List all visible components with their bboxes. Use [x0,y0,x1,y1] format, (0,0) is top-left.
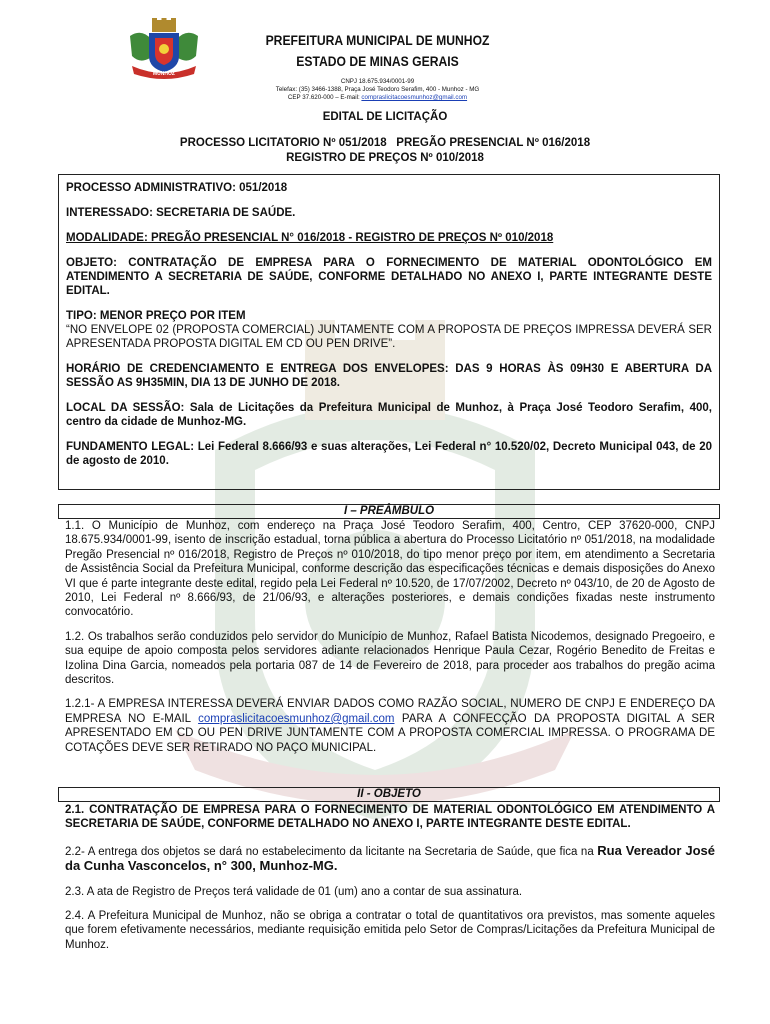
cnpj-line: CNPJ 18.675.934/0001-99 [340,78,415,85]
process-title [0,136,770,166]
paragraph-2-4: 2.4. A Prefeitura Municipal de Munhoz, não se obriga a contratar o total de quantitativos ora previstos, mas somente aqueles que forem efetivamente necessários, mediante requisição emitida pelo Setor de Compras/Licitações da Prefeitura Municipal de Munhoz. [65,910,715,951]
horario: HORÁRIO DE CREDENCIAMENTO E ENTREGA DOS ENVELOPES: DAS 9 HORAS ÀS 09H30 E ABERTURA DA SESSÃO AS 9H35MIN, DIA 13 DE JUNHO DE 2018. [66,363,712,389]
municipal-crest-logo [122,18,206,82]
paragraph-2-3: 2.3. A ata de Registro de Preços terá validade de 01 (um) ano a contar de sua assinatura. [65,885,523,898]
fundamento-legal: FUNDAMENTO LEGAL: Lei Federal 8.666/93 e suas alterações, Lei Federal n° 10.520/02, Decreto Municipal 043, de 20 de agosto de 2010. [66,441,712,467]
cep-line [215,94,540,102]
paragraph-2-2-text: 2.2- A entrega dos objetos se dará no estabelecimento da licitante na Secretaria de Saúde, que fica na [65,845,598,858]
svg-text:MUNHOZ: MUNHOZ [153,71,175,77]
objeto-content [65,803,715,962]
cep-text: CEP 37.620-000 – E-mail: [287,94,362,101]
header-email-link[interactable]: compraslicitacoesmunhoz@gmail.com [361,94,468,101]
edital-title: EDITAL DE LICITAÇÃO [322,111,448,123]
preambulo-content [65,519,715,765]
preambulo-email-link[interactable]: compraslicitacoesmunhoz@gmail.com [198,712,395,725]
paragraph-1-2-1 [65,697,715,755]
modalidade: MODALIDADE: PREGÃO PRESENCIAL N° 016/2018 - REGISTRO DE PREÇOS Nº 010/2018 [66,232,554,244]
process-admin: PROCESSO ADMINISTRATIVO: 051/2018 [66,182,288,194]
state-name: ESTADO DE MINAS GERAIS [296,54,459,69]
local-sessao: LOCAL DA SESSÃO: Sala de Licitações da Prefeitura Municipal de Munhoz, à Praça José Teodoro Serafim, 400, centro da cidade de Munhoz-MG. [66,402,712,428]
paragraph-1-2-1-text-b: PARA A CONFECÇÃO DA PROPOSTA DIGITAL A SER APRESENTADO EM CD OU PEN DRIVE JUNTAMENTE COM A PROPOSTA COMERCIAL IMPRESSA. O PROGRAMA DE COTAÇÕES DEVE SER RETIRADO NO PAÇO MUNICIPAL. [65,712,715,754]
tipo-note: “NO ENVELOPE 02 (PROPOSTA COMERCIAL) JUNTAMENTE COM A PROPOSTA DE PREÇOS IMPRESSA DEVERÁ SER APRESENTADA PROPOSTA DIGITAL EM CD OU PEN DRIVE”. [66,324,712,350]
tipo-label: TIPO: MENOR PREÇO POR ITEM [66,310,246,322]
tipo [66,309,712,351]
paragraph-1-1: 1.1. O Município de Munhoz, com endereço na Praça José Teodoro Serafim, 400, Centro, CEP 37620-000, CNPJ 18.675.934/0001-99, isento de inscrição estadual, torna pública a abertura do Processo Licitatório nº 051/2018, na modalidade Pregão Presencial nº 016/2018, Registro de Preços nº 010/2018, do tipo menor preço por item, em atendimento a Secretaria de Assistência Social da Prefeitura Municipal, conforme descrição das especificações técnicas e demais disposições do Anexo VI que é parte integrante deste edital, regido pela Lei Federal nº 10.520, de 17/07/2002, Decreto nº 043/10, de 20 de Agosto de 2010, Lei Federal nº 8.666/93, de 21/06/93, e alterações posteriores, e demais condições fixadas neste instrumento convocatório. [65,520,715,619]
section-preambulo-title: I – PREÂMBULO [58,504,720,519]
municipality-name: PREFEITURA MUNICIPAL DE MUNHOZ [265,33,490,48]
interessado: INTERESSADO: SECRETARIA DE SAÚDE. [66,207,296,219]
paragraph-1-2: 1.2. Os trabalhos serão conduzidos pelo servidor do Município de Munhoz, Rafael Batista Nicodemos, designado Pregoeiro, e sua equipe de apoio composta pelos servidores adiante relacionados Henrique Paula Cezar, Rogério Benedito de Freitas e Izolina Dina Garcia, nomeados pela portaria 087 de 14 de Fevereiro de 2018, para proceder aos trabalhos do pregão acima descritos. [65,630,715,687]
letterhead [215,30,540,102]
objeto-summary: OBJETO: CONTRATAÇÃO DE EMPRESA PARA O FORNECIMENTO DE MATERIAL ODONTOLÓGICO EM ATENDIMENTO A SECRETARIA DE SAÚDE, CONFORME DETALHADO NO ANEXO I, PARTE INTEGRANTE DESTE EDITAL. [66,257,712,297]
section-objeto-title: II - OBJETO [58,787,720,802]
process-line-1: PROCESSO LICITATORIO Nº 051/2018 PREGÃO PRESENCIAL Nº 016/2018 [179,137,591,149]
paragraph-2-2 [65,844,715,875]
delivery-address: Rua Vereador José da Cunha Vasconcelos, n° 300, Munhoz-MG. [65,842,715,874]
paragraph-1-2-1-text-a: 1.2.1- A EMPRESA INTERESSA DEVERÁ ENVIAR DADOS COMO RAZÃO SOCIAL, NUMERO DE CNPJ E ENDEREÇO DA EMPRESA NO E-MAIL [65,698,715,725]
process-line-2: REGISTRO DE PREÇOS Nº 010/2018 [286,152,484,164]
address-line: Telefax: (35) 3466-1388, Praça José Teodoro Serafim, 400 - Munhoz - MG [275,86,480,93]
summary-box [58,174,720,490]
paragraph-2-1: 2.1. CONTRATAÇÃO DE EMPRESA PARA O FORNECIMENTO DE MATERIAL ODONTOLÓGICO EM ATENDIMENTO A SECRETARIA DE SAÚDE, CONFORME DETALHADO NO ANEXO I, PARTE INTEGRANTE DESTE EDITAL. [65,804,715,831]
